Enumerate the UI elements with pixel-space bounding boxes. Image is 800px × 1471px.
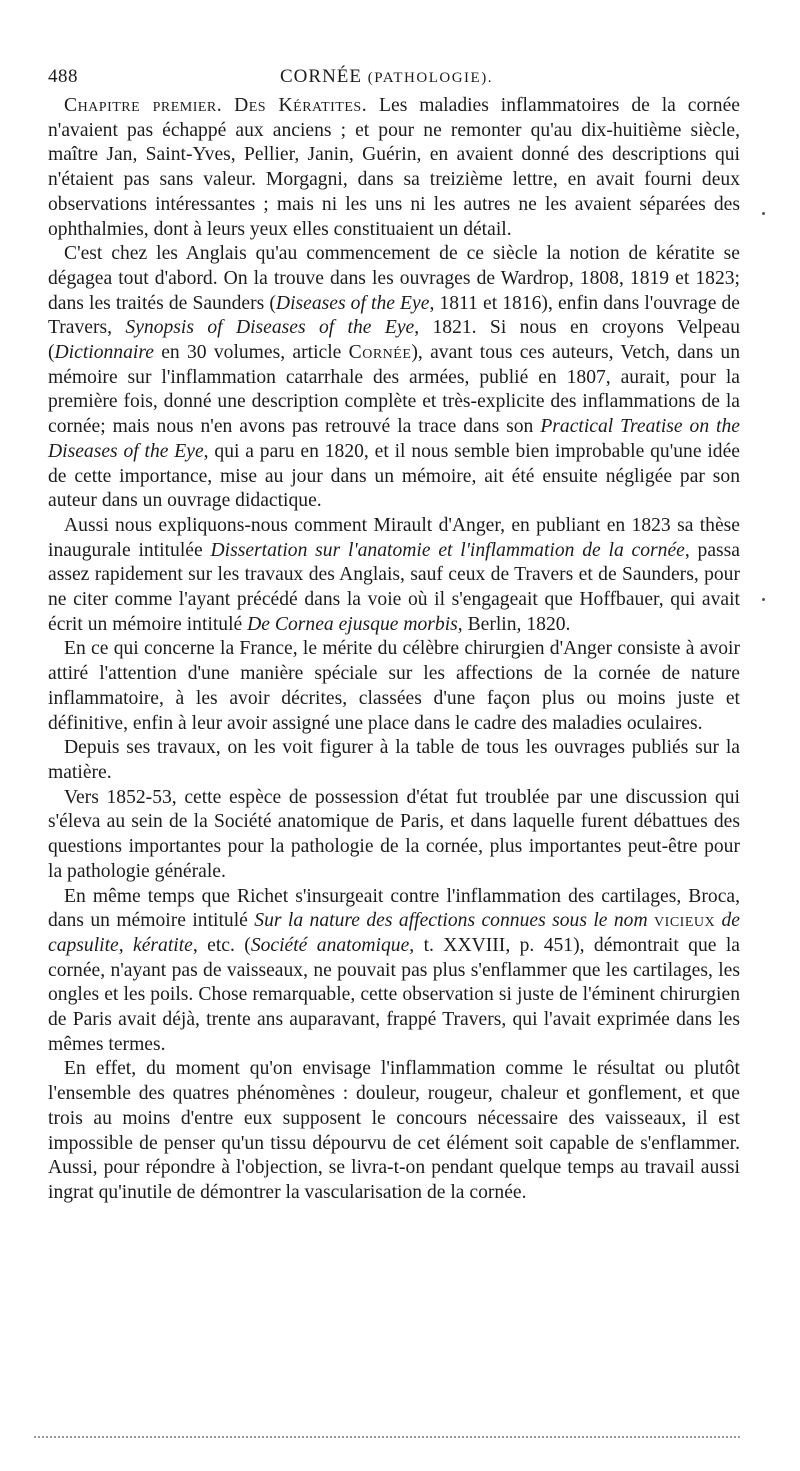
p3-text-a: Aussi nous expliquons-nous comment Mirault d'Anger, en publiant en 1823 sa thèse inaugurale intitulée (48, 514, 740, 561)
p7-word-vicieux: vicieux (654, 910, 716, 932)
margin-speck (762, 212, 765, 215)
p7-title-sur-la-nature: Sur la nature des affections connues sous le nom (254, 910, 648, 932)
p3-title-dissertation: Dissertation sur l'anatomie et l'inflammation de la cornée (210, 539, 685, 561)
p2-title-practical-treatise: Practical Treatise on the Diseases of the Eye (48, 416, 740, 462)
p2-text-b: , 1811 et 1816), enfin dans l'ouvrage de Travers, (48, 292, 740, 339)
p7-title-capsulite: de capsulite, kératite (48, 910, 740, 956)
chapter-label: Chapitre premier. (64, 95, 223, 116)
running-title-subtitle: (PATHOLOGIE). (367, 70, 493, 86)
page-number: 488 (48, 66, 78, 87)
paragraph-4: En ce qui concerne la France, le mérite du célèbre chirurgien d'Anger consiste à avoir attiré l'attention d'une manière spéciale sur les affections de la cornée de nature inflammatoire, à les avoir décrites, classées d'une façon plus ou moins juste et définitive, enfin à leur avoir assigné une place dans le cadre des maladies oculaires. (48, 638, 740, 734)
paragraph-7 (48, 885, 740, 1058)
paragraph-6: Vers 1852-53, cette espèce de possession d'état fut troublée par une discussion qui s'éleva au sein de la Société anatomique de Paris, et dans laquelle furent débattues des questions importantes pour la pathologie de la cornée, plus importantes peut-être pour la pathologie générale. (48, 786, 740, 882)
p3-text-c: , Berlin, 1820. (457, 613, 571, 635)
p2-text-e: ), avant tous ces auteurs, Vetch, dans un mémoire sur l'inflammation catarrhale des armées, publié en 1807, aurait, pour la première fois, donné une description complète et très-explicite des inflammations de la cornée; mais nous n'en avons pas retrouvé la trace dans son (48, 342, 741, 438)
bottom-dotted-rule (34, 1436, 740, 1438)
paragraph-3 (48, 514, 740, 638)
paragraph-8: En effet, du moment qu'on envisage l'inflammation comme le résultat ou plutôt l'ensemble des quatres phénomènes : douleur, rougeur, chaleur et gonflement, et que trois au moins d'entre eux supposent le concours nécessaire des vaisseaux, il est impossible de penser qu'un tissu dépourvu de cet élément soit capable de s'enflammer. Aussi, pour répondre à l'objection, se livra-t-on pendant quelque temps au travail aussi ingrat qu'inutile de démontrer la vascularisation de la cornée. (48, 1058, 740, 1203)
p2-article-cornee: Cornée (348, 342, 412, 364)
p3-title-de-cornea: De Cornea ejusque morbis (247, 613, 458, 635)
p2-title-synopsis: Synopsis of Diseases of the Eye (125, 317, 415, 339)
paragraph-1-text: Les maladies inflammatoires de la cornée n'avaient pas échappé aux anciens ; et pour ne remonter qu'au dix-huitième siècle, maître Jan, Saint-Yves, Pellier, Janin, Guérin, en avaient donné des descriptions qui n'étaient pas sans valeur. Morgagni, dans sa treizième lettre, en avait fourni deux observations intéressantes ; mais ni les uns ni les autres ne les avaient séparées des ophthalmies, dont à leurs yeux elles constituaient un détail. (48, 95, 740, 240)
p7-text-b: , etc. ( (192, 934, 251, 956)
section-title: Des Kératites. (234, 95, 368, 116)
margin-speck (762, 598, 765, 601)
p7-title-societe-anatomique: Société anatomique (250, 934, 410, 956)
p3-text-b: , passa assez rapidement sur les travaux des Anglais, sauf ceux de Travers et de Saunders, pour ne citer comme l'ayant précédé dans la voie où il s'engageait que Hoffbauer, qui avait écrit un mémoire intitulé (48, 539, 740, 635)
p2-title-diseases-of-the-eye: Diseases of the Eye (275, 292, 430, 314)
p2-title-dictionnaire: Dictionnaire (54, 342, 154, 364)
body-text (48, 94, 740, 1206)
paragraph-2 (48, 242, 740, 514)
p2-text-a: C'est chez les Anglais qu'au commencement de ce siècle la notion de kératite se dégagea tout d'abord. On la trouve dans les ouvrages de Wardrop, 1808, 1819 et 1823; dans les traités de Saunders ( (48, 243, 740, 314)
paragraph-5: Depuis ses travaux, on les voit figurer à la table de tous les ouvrages publiés sur la matière. (48, 737, 740, 783)
p7-text-c: , t. XXVIII, p. 451), démontrait que la cornée, n'ayant pas de vaisseaux, ne pouvait pas plus s'enflammer que les cartilages, les ongles et les poils. Chose remarquable, cette observation si juste de l'éminent chirurgien de Paris avait déjà, trente ans auparavant, frappé Travers, qui l'avait exprimée dans les mêmes termes. (48, 934, 740, 1055)
book-page (48, 62, 740, 1206)
running-title-main: CORNÉE (280, 66, 362, 87)
p2-text-f: , qui a paru en 1820, et il nous semble bien improbable qu'une idée de cette importance, mise au jour dans un mémoire, ait été ensuite négligée par son auteur dans un ouvrage didactique. (48, 440, 740, 512)
p2-text-c: , 1821. Si nous en croyons Velpeau ( (48, 317, 740, 364)
p2-text-d: en 30 volumes, article (153, 342, 349, 364)
running-title (280, 66, 493, 88)
running-head (48, 62, 740, 92)
p7-text-a: En même temps que Richet s'insurgeait contre l'inflammation des cartilages, Broca, dans un mémoire intitulé (48, 885, 740, 932)
paragraph-1 (48, 94, 740, 242)
